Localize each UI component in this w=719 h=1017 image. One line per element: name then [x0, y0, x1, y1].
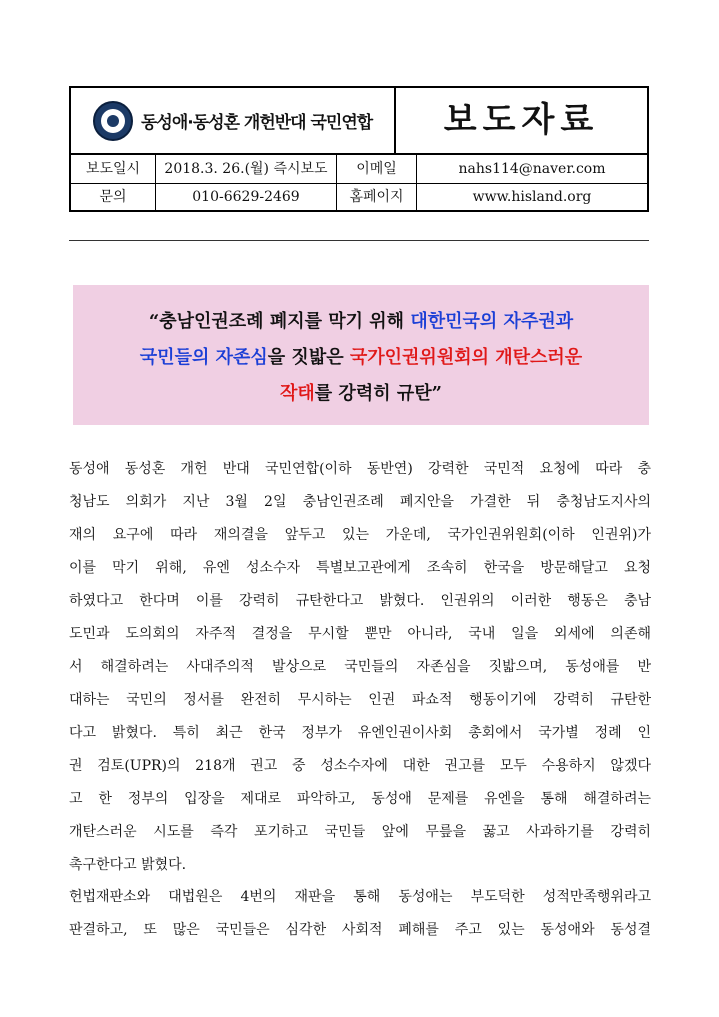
text-line: 동성애 동성혼 개헌 반대 국민연합(이하 동반연) 강력한 국민적 요청에 따라 충 — [69, 461, 651, 477]
press-header-table — [69, 86, 649, 212]
text-line: 이를 막기 위해, 유엔 성소수자 특별보고관에게 조속히 한국을 방문해달고 요청 — [69, 560, 651, 576]
info-row-date — [71, 155, 647, 184]
label-email: 이메일 — [337, 155, 417, 183]
headline-text: 를 강력히 규탄” — [314, 383, 442, 404]
divider-line — [69, 240, 649, 241]
org-cell — [71, 88, 396, 153]
headline-highlight-red: 작태 — [280, 383, 315, 404]
header-top-row — [71, 88, 647, 155]
value-homepage[interactable]: www.hisland.org — [472, 189, 592, 205]
text-line: 대하는 국민의 정서를 완전히 무시하는 인권 파쇼적 행동이기에 강력히 규탄한 — [69, 692, 651, 708]
text-line: 재의 요구에 따라 재의결을 앞두고 있는 가운데, 국가인권위원회(이하 인권위)가 — [69, 527, 651, 543]
org-name: 동성애·동성혼 개헌반대 국민연합 — [141, 113, 373, 133]
text-line: 판결하고, 또 많은 국민들은 심각한 사회적 폐해를 주고 있는 동성애와 동성결 — [69, 922, 651, 938]
text-line: 서 해결하려는 사대주의적 발상으로 국민들의 자존심을 짓밟으며, 동성애를 반 — [69, 659, 651, 675]
text-line: 개탄스러운 시도를 즉각 포기하고 국민들 앞에 무릎을 꿇고 사과하기를 강력히 — [69, 824, 651, 840]
headline-line-3 — [73, 379, 649, 405]
text-line: 헌법재판소와 대법원은 4번의 재판을 통해 동성애는 부도덕한 성적만족행위라고 — [69, 889, 651, 905]
text-line: 청남도 의회가 지난 3월 2일 충남인권조례 폐지안을 가결한 뒤 충청남도지사의 — [69, 494, 651, 510]
text-line: 도민과 도의회의 자주적 결정을 무시할 뿐만 아니라, 국내 일을 외세에 의존해 — [69, 626, 651, 642]
label-inquiry: 문의 — [71, 184, 156, 210]
text-line: 촉구한다고 밝혔다. — [69, 857, 187, 873]
body-paragraph-1 — [69, 453, 651, 882]
headline-text: “충남인권조례 폐지를 막기 위해 — [148, 311, 411, 332]
headline-highlight-red: 국가인권위원회의 개탄스러운 — [349, 347, 583, 368]
headline-box — [73, 285, 649, 425]
headline-highlight-blue: 대한민국의 자주권과 — [410, 311, 574, 332]
text-line: 다고 밝혔다. 특히 최근 한국 정부가 유엔인권이사회 총회에서 국가별 정례 인 — [69, 725, 651, 741]
headline-line-1 — [73, 307, 649, 333]
text-line: 권 검토(UPR)의 218개 권고 중 성소수자에 대한 권고를 모두 수용하지 않겠다 — [69, 758, 651, 774]
press-release-title: 보도자료 — [443, 100, 600, 140]
value-phone: 010-6629-2469 — [156, 184, 337, 210]
label-release-date: 보도일시 — [71, 155, 156, 183]
headline-highlight-blue: 국민들의 자존심 — [139, 347, 268, 368]
text-line: 고 한 정부의 입장을 제대로 파악하고, 동성애 문제를 유엔을 통해 해결하려는 — [69, 791, 651, 807]
info-row-contact — [71, 184, 647, 210]
headline-text: 을 짓밟은 — [267, 347, 350, 368]
text-line: 하였다고 한다며 이를 강력히 규탄한다고 밝혔다. 인권위의 이러한 행동은 충남 — [69, 593, 651, 609]
label-homepage: 홈페이지 — [337, 184, 417, 210]
org-logo-icon — [93, 101, 133, 141]
value-release-date: 2018.3. 26.(월) 즉시보도 — [156, 155, 337, 183]
body-paragraph-2 — [69, 881, 651, 947]
value-email[interactable]: nahs114@naver.com — [458, 161, 606, 177]
headline-line-2 — [73, 343, 649, 369]
